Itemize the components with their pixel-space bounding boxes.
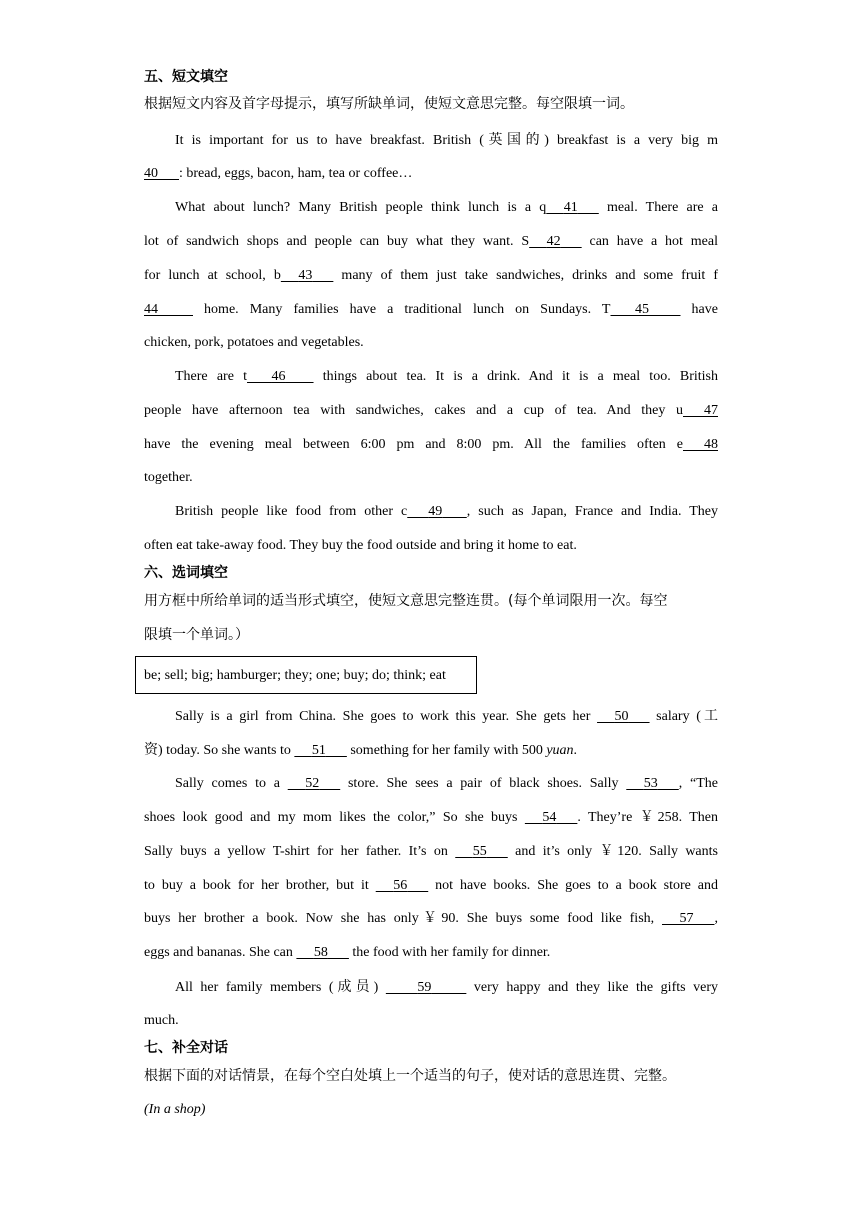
- passage2-line: 资) today. So she wants to 51 something for her family with 500 yuan.: [144, 740, 718, 760]
- word-box: [135, 656, 477, 694]
- blank-52[interactable]: 52: [305, 776, 320, 791]
- blank-50[interactable]: 50: [614, 709, 629, 724]
- section6-instruction: 用方框中所给单词的适当形式填空，使短文意思完整连贯。(每个单词限用一次。每空: [144, 593, 668, 609]
- passage2-line: shoes look good and my mom likes the color,” So she buys 54 . They’re ￥258. Then: [144, 808, 718, 828]
- passage2-line: much.: [144, 1013, 179, 1028]
- passage1-line: for lunch at school, b 43 many of them just take sandwiches, drinks and some fruit f: [144, 266, 718, 286]
- blank-56[interactable]: 56: [393, 878, 408, 893]
- passage2-line: eggs and bananas. She can 58 the food with her family for dinner.: [144, 943, 718, 963]
- blank-51[interactable]: 51: [311, 743, 326, 758]
- passage1-line: There are t 46 things about tea. It is a drink. And it is a meal too. British: [175, 367, 718, 387]
- blank-47[interactable]: 47: [704, 403, 718, 418]
- blank-58[interactable]: 58: [313, 945, 328, 960]
- section6-instruction: 限填一个单词。）: [144, 627, 249, 643]
- passage1-line: 40 : bread, eggs, bacon, ham, tea or coffee…: [144, 164, 718, 184]
- section5-heading: 五、短文填空: [144, 69, 228, 85]
- passage1-line: British people like food from other c 49 , such as Japan, France and India. They: [175, 502, 718, 522]
- dialogue-scene: (In a shop): [144, 1102, 206, 1117]
- passage1-line: 44 home. Many families have a traditional lunch on Sundays. T 45 have: [144, 300, 718, 320]
- passage2-line: to buy a book for her brother, but it 56 not have books. She goes to a book store and: [144, 876, 718, 896]
- passage2-line: All her family members (成员) 59 very happy and they like the gifts very: [175, 977, 718, 997]
- blank-54[interactable]: 54: [542, 810, 557, 825]
- blank-40[interactable]: 40: [144, 166, 158, 181]
- section7-heading: 七、补全对话: [144, 1040, 228, 1056]
- blank-43[interactable]: 43: [298, 268, 313, 283]
- passage1-line: What about lunch? Many British people think lunch is a q 41 meal. There are a: [175, 198, 718, 218]
- passage1-line: often eat take-away food. They buy the food outside and bring it home to eat.: [144, 538, 577, 553]
- blank-57[interactable]: 57: [679, 911, 694, 926]
- blank-44[interactable]: 44: [144, 302, 158, 317]
- blank-42[interactable]: 42: [546, 234, 561, 249]
- passage2-line: Sally comes to a 52 store. She sees a pair of black shoes. Sally 53 , “The: [175, 774, 718, 794]
- blank-53[interactable]: 53: [643, 776, 658, 791]
- passage1-line: have the evening meal between 6:00 pm and 8:00 pm. All the families often e 48: [144, 435, 718, 455]
- passage1-line: lot of sandwich shops and people can buy what they want. S 42 can have a hot meal: [144, 232, 718, 252]
- passage2-line: Sally is a girl from China. She goes to work this year. She gets her 50 salary (工: [175, 706, 718, 726]
- passage2-line: buys her brother a book. Now she has only￥90. She buys some food like fish, 57 ,: [144, 909, 718, 929]
- passage1-line: chicken, pork, potatoes and vegetables.: [144, 335, 364, 350]
- blank-49[interactable]: 49: [428, 504, 443, 519]
- passage1-line: together.: [144, 470, 193, 485]
- blank-41[interactable]: 41: [563, 200, 578, 215]
- blank-48[interactable]: 48: [704, 437, 718, 452]
- blank-45[interactable]: 45: [635, 302, 649, 317]
- passage2-line: Sally buys a yellow T-shirt for her father. It’s on 55 and it’s only ￥120. Sally wants: [144, 842, 718, 862]
- section6-heading: 六、选词填空: [144, 565, 228, 581]
- blank-55[interactable]: 55: [472, 844, 487, 859]
- blank-59[interactable]: 59: [417, 980, 432, 995]
- section7-instruction: 根据下面的对话情景，在每个空白处填上一个适当的句子，使对话的意思连贯、完整。: [144, 1068, 676, 1084]
- passage1-line: people have afternoon tea with sandwiches, cakes and a cup of tea. And they u 47: [144, 401, 718, 421]
- word-box-text: be; sell; big; hamburger; they; one; buy; do; think; eat: [144, 668, 446, 683]
- blank-46[interactable]: 46: [271, 369, 286, 384]
- section5-instruction: 根据短文内容及首字母提示，填写所缺单词，使短文意思完整。每空限填一词。: [144, 96, 634, 112]
- passage1-line: It is important for us to have breakfast. British (英国的) breakfast is a very big m: [175, 132, 718, 148]
